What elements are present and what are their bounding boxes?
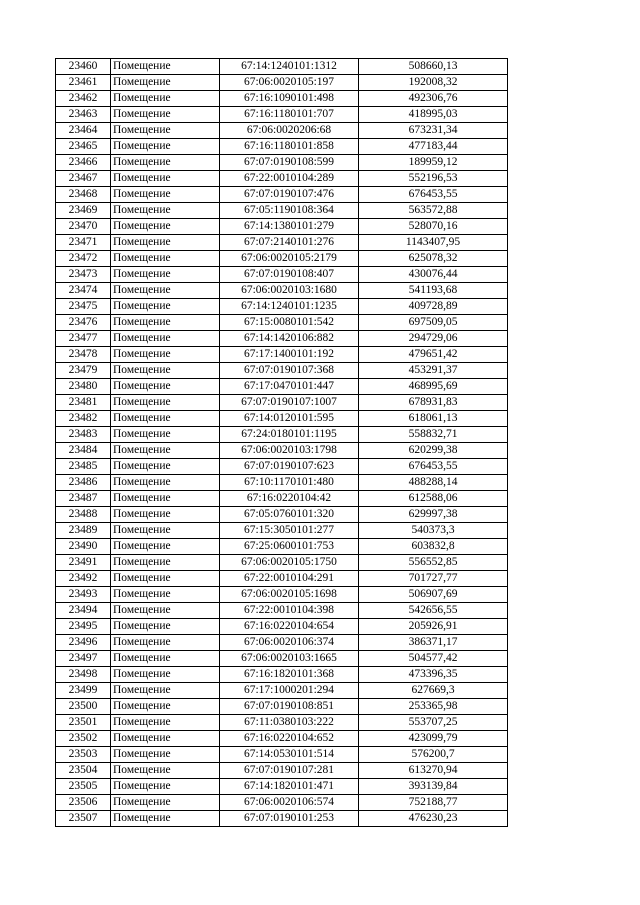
object-type-cell: Помещение xyxy=(111,635,220,651)
table-row xyxy=(56,347,508,363)
table-row xyxy=(56,75,508,91)
cadastral-value-cell: 558832,71 xyxy=(359,427,508,443)
cadastral-number-cell: 67:06:0020206:68 xyxy=(220,123,359,139)
table-row xyxy=(56,555,508,571)
cadastral-number-cell: 67:05:0760101:320 xyxy=(220,507,359,523)
table-row xyxy=(56,155,508,171)
cadastral-number-cell: 67:15:3050101:277 xyxy=(220,523,359,539)
row-number-cell: 23473 xyxy=(56,267,111,283)
table-row xyxy=(56,699,508,715)
table-row xyxy=(56,107,508,123)
object-type-cell: Помещение xyxy=(111,75,220,91)
table-row xyxy=(56,539,508,555)
cadastral-number-cell: 67:16:1180101:707 xyxy=(220,107,359,123)
cadastral-number-cell: 67:06:0020105:197 xyxy=(220,75,359,91)
cadastral-value-cell: 430076,44 xyxy=(359,267,508,283)
table-row xyxy=(56,283,508,299)
cadastral-value-cell: 541193,68 xyxy=(359,283,508,299)
cadastral-number-cell: 67:10:1170101:480 xyxy=(220,475,359,491)
object-type-cell: Помещение xyxy=(111,763,220,779)
cadastral-value-cell: 479651,42 xyxy=(359,347,508,363)
cadastral-number-cell: 67:25:0600101:753 xyxy=(220,539,359,555)
object-type-cell: Помещение xyxy=(111,187,220,203)
table-row xyxy=(56,667,508,683)
row-number-cell: 23504 xyxy=(56,763,111,779)
table-row xyxy=(56,459,508,475)
object-type-cell: Помещение xyxy=(111,331,220,347)
row-number-cell: 23506 xyxy=(56,795,111,811)
row-number-cell: 23465 xyxy=(56,139,111,155)
cadastral-number-cell: 67:07:0190108:407 xyxy=(220,267,359,283)
object-type-cell: Помещение xyxy=(111,699,220,715)
cadastral-value-cell: 542656,55 xyxy=(359,603,508,619)
cadastral-value-cell: 697509,05 xyxy=(359,315,508,331)
row-number-cell: 23461 xyxy=(56,75,111,91)
object-type-cell: Помещение xyxy=(111,203,220,219)
row-number-cell: 23485 xyxy=(56,459,111,475)
cadastral-value-cell: 409728,89 xyxy=(359,299,508,315)
object-type-cell: Помещение xyxy=(111,59,220,75)
object-type-cell: Помещение xyxy=(111,539,220,555)
cadastral-number-cell: 67:07:0190107:368 xyxy=(220,363,359,379)
object-type-cell: Помещение xyxy=(111,363,220,379)
row-number-cell: 23468 xyxy=(56,187,111,203)
row-number-cell: 23502 xyxy=(56,731,111,747)
cadastral-number-cell: 67:06:0020103:1798 xyxy=(220,443,359,459)
cadastral-value-cell: 488288,14 xyxy=(359,475,508,491)
cadastral-number-cell: 67:07:0190107:476 xyxy=(220,187,359,203)
row-number-cell: 23505 xyxy=(56,779,111,795)
row-number-cell: 23470 xyxy=(56,219,111,235)
table-row xyxy=(56,235,508,251)
cadastral-number-cell: 67:16:0220104:42 xyxy=(220,491,359,507)
cadastral-number-cell: 67:22:0010104:291 xyxy=(220,571,359,587)
row-number-cell: 23494 xyxy=(56,603,111,619)
table-row xyxy=(56,299,508,315)
cadastral-value-cell: 508660,13 xyxy=(359,59,508,75)
table-row xyxy=(56,395,508,411)
object-type-cell: Помещение xyxy=(111,523,220,539)
cadastral-number-cell: 67:07:2140101:276 xyxy=(220,235,359,251)
row-number-cell: 23484 xyxy=(56,443,111,459)
table-row xyxy=(56,683,508,699)
cadastral-number-cell: 67:14:1240101:1312 xyxy=(220,59,359,75)
cadastral-number-cell: 67:14:1420106:882 xyxy=(220,331,359,347)
cadastral-value-cell: 468995,69 xyxy=(359,379,508,395)
object-type-cell: Помещение xyxy=(111,587,220,603)
cadastral-value-cell: 613270,94 xyxy=(359,763,508,779)
cadastral-value-cell: 629997,38 xyxy=(359,507,508,523)
cadastral-number-cell: 67:07:0190107:623 xyxy=(220,459,359,475)
row-number-cell: 23501 xyxy=(56,715,111,731)
cadastral-value-cell: 627669,3 xyxy=(359,683,508,699)
row-number-cell: 23488 xyxy=(56,507,111,523)
table-row xyxy=(56,363,508,379)
cadastral-value-cell: 556552,85 xyxy=(359,555,508,571)
cadastral-value-cell: 1143407,95 xyxy=(359,235,508,251)
object-type-cell: Помещение xyxy=(111,603,220,619)
cadastral-number-cell: 67:17:1400101:192 xyxy=(220,347,359,363)
table-row xyxy=(56,779,508,795)
cadastral-value-cell: 492306,76 xyxy=(359,91,508,107)
property-table xyxy=(55,58,508,827)
table-row xyxy=(56,219,508,235)
cadastral-number-cell: 67:17:0470101:447 xyxy=(220,379,359,395)
cadastral-value-cell: 676453,55 xyxy=(359,459,508,475)
row-number-cell: 23487 xyxy=(56,491,111,507)
table-row xyxy=(56,475,508,491)
cadastral-value-cell: 386371,17 xyxy=(359,635,508,651)
table-row xyxy=(56,651,508,667)
table-row xyxy=(56,203,508,219)
cadastral-number-cell: 67:22:0010104:289 xyxy=(220,171,359,187)
row-number-cell: 23474 xyxy=(56,283,111,299)
row-number-cell: 23478 xyxy=(56,347,111,363)
row-number-cell: 23499 xyxy=(56,683,111,699)
object-type-cell: Помещение xyxy=(111,459,220,475)
object-type-cell: Помещение xyxy=(111,251,220,267)
cadastral-value-cell: 603832,8 xyxy=(359,539,508,555)
row-number-cell: 23462 xyxy=(56,91,111,107)
table-row xyxy=(56,331,508,347)
row-number-cell: 23466 xyxy=(56,155,111,171)
table-row xyxy=(56,619,508,635)
cadastral-value-cell: 701727,77 xyxy=(359,571,508,587)
cadastral-number-cell: 67:06:0020105:1698 xyxy=(220,587,359,603)
cadastral-value-cell: 618061,13 xyxy=(359,411,508,427)
object-type-cell: Помещение xyxy=(111,683,220,699)
table-row xyxy=(56,315,508,331)
cadastral-value-cell: 453291,37 xyxy=(359,363,508,379)
object-type-cell: Помещение xyxy=(111,667,220,683)
object-type-cell: Помещение xyxy=(111,443,220,459)
cadastral-value-cell: 552196,53 xyxy=(359,171,508,187)
row-number-cell: 23482 xyxy=(56,411,111,427)
object-type-cell: Помещение xyxy=(111,235,220,251)
row-number-cell: 23503 xyxy=(56,747,111,763)
row-number-cell: 23491 xyxy=(56,555,111,571)
cadastral-value-cell: 625078,32 xyxy=(359,251,508,267)
cadastral-number-cell: 67:06:0020103:1665 xyxy=(220,651,359,667)
table-row xyxy=(56,379,508,395)
object-type-cell: Помещение xyxy=(111,779,220,795)
cadastral-number-cell: 67:07:0190107:281 xyxy=(220,763,359,779)
object-type-cell: Помещение xyxy=(111,715,220,731)
object-type-cell: Помещение xyxy=(111,427,220,443)
row-number-cell: 23464 xyxy=(56,123,111,139)
row-number-cell: 23476 xyxy=(56,315,111,331)
cadastral-number-cell: 67:14:1240101:1235 xyxy=(220,299,359,315)
cadastral-value-cell: 205926,91 xyxy=(359,619,508,635)
cadastral-value-cell: 576200,7 xyxy=(359,747,508,763)
table-row xyxy=(56,571,508,587)
object-type-cell: Помещение xyxy=(111,571,220,587)
row-number-cell: 23463 xyxy=(56,107,111,123)
object-type-cell: Помещение xyxy=(111,619,220,635)
cadastral-value-cell: 294729,06 xyxy=(359,331,508,347)
cadastral-value-cell: 477183,44 xyxy=(359,139,508,155)
cadastral-number-cell: 67:06:0020106:574 xyxy=(220,795,359,811)
row-number-cell: 23467 xyxy=(56,171,111,187)
row-number-cell: 23500 xyxy=(56,699,111,715)
cadastral-number-cell: 67:11:0380103:222 xyxy=(220,715,359,731)
cadastral-value-cell: 393139,84 xyxy=(359,779,508,795)
table-row xyxy=(56,715,508,731)
object-type-cell: Помещение xyxy=(111,411,220,427)
row-number-cell: 23489 xyxy=(56,523,111,539)
cadastral-number-cell: 67:16:1820101:368 xyxy=(220,667,359,683)
cadastral-value-cell: 540373,3 xyxy=(359,523,508,539)
row-number-cell: 23480 xyxy=(56,379,111,395)
table-row xyxy=(56,427,508,443)
object-type-cell: Помещение xyxy=(111,379,220,395)
object-type-cell: Помещение xyxy=(111,491,220,507)
row-number-cell: 23477 xyxy=(56,331,111,347)
cadastral-number-cell: 67:15:0080101:542 xyxy=(220,315,359,331)
table-row xyxy=(56,251,508,267)
cadastral-number-cell: 67:14:1380101:279 xyxy=(220,219,359,235)
cadastral-number-cell: 67:07:0190101:253 xyxy=(220,811,359,827)
object-type-cell: Помещение xyxy=(111,171,220,187)
cadastral-value-cell: 189959,12 xyxy=(359,155,508,171)
cadastral-number-cell: 67:22:0010104:398 xyxy=(220,603,359,619)
row-number-cell: 23471 xyxy=(56,235,111,251)
object-type-cell: Помещение xyxy=(111,155,220,171)
table-row xyxy=(56,267,508,283)
table-row xyxy=(56,635,508,651)
row-number-cell: 23469 xyxy=(56,203,111,219)
object-type-cell: Помещение xyxy=(111,219,220,235)
cadastral-value-cell: 752188,77 xyxy=(359,795,508,811)
table-row xyxy=(56,603,508,619)
table-body xyxy=(56,59,508,827)
row-number-cell: 23481 xyxy=(56,395,111,411)
table-row xyxy=(56,139,508,155)
object-type-cell: Помещение xyxy=(111,555,220,571)
object-type-cell: Помещение xyxy=(111,507,220,523)
cadastral-value-cell: 678931,83 xyxy=(359,395,508,411)
cadastral-number-cell: 67:14:0530101:514 xyxy=(220,747,359,763)
cadastral-number-cell: 67:07:0190107:1007 xyxy=(220,395,359,411)
object-type-cell: Помещение xyxy=(111,315,220,331)
row-number-cell: 23475 xyxy=(56,299,111,315)
cadastral-number-cell: 67:06:0020105:2179 xyxy=(220,251,359,267)
row-number-cell: 23495 xyxy=(56,619,111,635)
cadastral-number-cell: 67:16:0220104:652 xyxy=(220,731,359,747)
cadastral-number-cell: 67:07:0190108:599 xyxy=(220,155,359,171)
object-type-cell: Помещение xyxy=(111,731,220,747)
cadastral-value-cell: 192008,32 xyxy=(359,75,508,91)
row-number-cell: 23479 xyxy=(56,363,111,379)
cadastral-number-cell: 67:16:1180101:858 xyxy=(220,139,359,155)
object-type-cell: Помещение xyxy=(111,107,220,123)
object-type-cell: Помещение xyxy=(111,139,220,155)
cadastral-number-cell: 67:06:0020106:374 xyxy=(220,635,359,651)
cadastral-number-cell: 67:17:1000201:294 xyxy=(220,683,359,699)
cadastral-value-cell: 553707,25 xyxy=(359,715,508,731)
table-row xyxy=(56,59,508,75)
cadastral-number-cell: 67:06:0020103:1680 xyxy=(220,283,359,299)
object-type-cell: Помещение xyxy=(111,651,220,667)
cadastral-value-cell: 418995,03 xyxy=(359,107,508,123)
object-type-cell: Помещение xyxy=(111,395,220,411)
row-number-cell: 23507 xyxy=(56,811,111,827)
row-number-cell: 23486 xyxy=(56,475,111,491)
cadastral-number-cell: 67:14:0120101:595 xyxy=(220,411,359,427)
cadastral-value-cell: 473396,35 xyxy=(359,667,508,683)
table-row xyxy=(56,411,508,427)
cadastral-value-cell: 476230,23 xyxy=(359,811,508,827)
cadastral-value-cell: 620299,38 xyxy=(359,443,508,459)
row-number-cell: 23490 xyxy=(56,539,111,555)
cadastral-value-cell: 528070,16 xyxy=(359,219,508,235)
cadastral-number-cell: 67:14:1820101:471 xyxy=(220,779,359,795)
cadastral-value-cell: 504577,42 xyxy=(359,651,508,667)
table-row xyxy=(56,523,508,539)
table-row xyxy=(56,171,508,187)
object-type-cell: Помещение xyxy=(111,747,220,763)
table-row xyxy=(56,507,508,523)
row-number-cell: 23498 xyxy=(56,667,111,683)
cadastral-value-cell: 673231,34 xyxy=(359,123,508,139)
table-row xyxy=(56,747,508,763)
object-type-cell: Помещение xyxy=(111,347,220,363)
table-row xyxy=(56,731,508,747)
row-number-cell: 23496 xyxy=(56,635,111,651)
cadastral-number-cell: 67:05:1190108:364 xyxy=(220,203,359,219)
cadastral-value-cell: 676453,55 xyxy=(359,187,508,203)
object-type-cell: Помещение xyxy=(111,811,220,827)
cadastral-value-cell: 612588,06 xyxy=(359,491,508,507)
cadastral-number-cell: 67:16:0220104:654 xyxy=(220,619,359,635)
object-type-cell: Помещение xyxy=(111,795,220,811)
object-type-cell: Помещение xyxy=(111,91,220,107)
table-row xyxy=(56,91,508,107)
cadastral-number-cell: 67:24:0180101:1195 xyxy=(220,427,359,443)
cadastral-value-cell: 423099,79 xyxy=(359,731,508,747)
object-type-cell: Помещение xyxy=(111,475,220,491)
table-row xyxy=(56,763,508,779)
table-row xyxy=(56,811,508,827)
row-number-cell: 23483 xyxy=(56,427,111,443)
table-row xyxy=(56,187,508,203)
row-number-cell: 23497 xyxy=(56,651,111,667)
row-number-cell: 23460 xyxy=(56,59,111,75)
table-row xyxy=(56,443,508,459)
cadastral-value-cell: 253365,98 xyxy=(359,699,508,715)
cadastral-value-cell: 563572,88 xyxy=(359,203,508,219)
row-number-cell: 23493 xyxy=(56,587,111,603)
object-type-cell: Помещение xyxy=(111,267,220,283)
table-row xyxy=(56,123,508,139)
object-type-cell: Помещение xyxy=(111,123,220,139)
table-row xyxy=(56,491,508,507)
cadastral-number-cell: 67:06:0020105:1750 xyxy=(220,555,359,571)
cadastral-value-cell: 506907,69 xyxy=(359,587,508,603)
table-row xyxy=(56,587,508,603)
object-type-cell: Помещение xyxy=(111,299,220,315)
row-number-cell: 23492 xyxy=(56,571,111,587)
row-number-cell: 23472 xyxy=(56,251,111,267)
cadastral-number-cell: 67:16:1090101:498 xyxy=(220,91,359,107)
table-row xyxy=(56,795,508,811)
cadastral-number-cell: 67:07:0190108:851 xyxy=(220,699,359,715)
object-type-cell: Помещение xyxy=(111,283,220,299)
